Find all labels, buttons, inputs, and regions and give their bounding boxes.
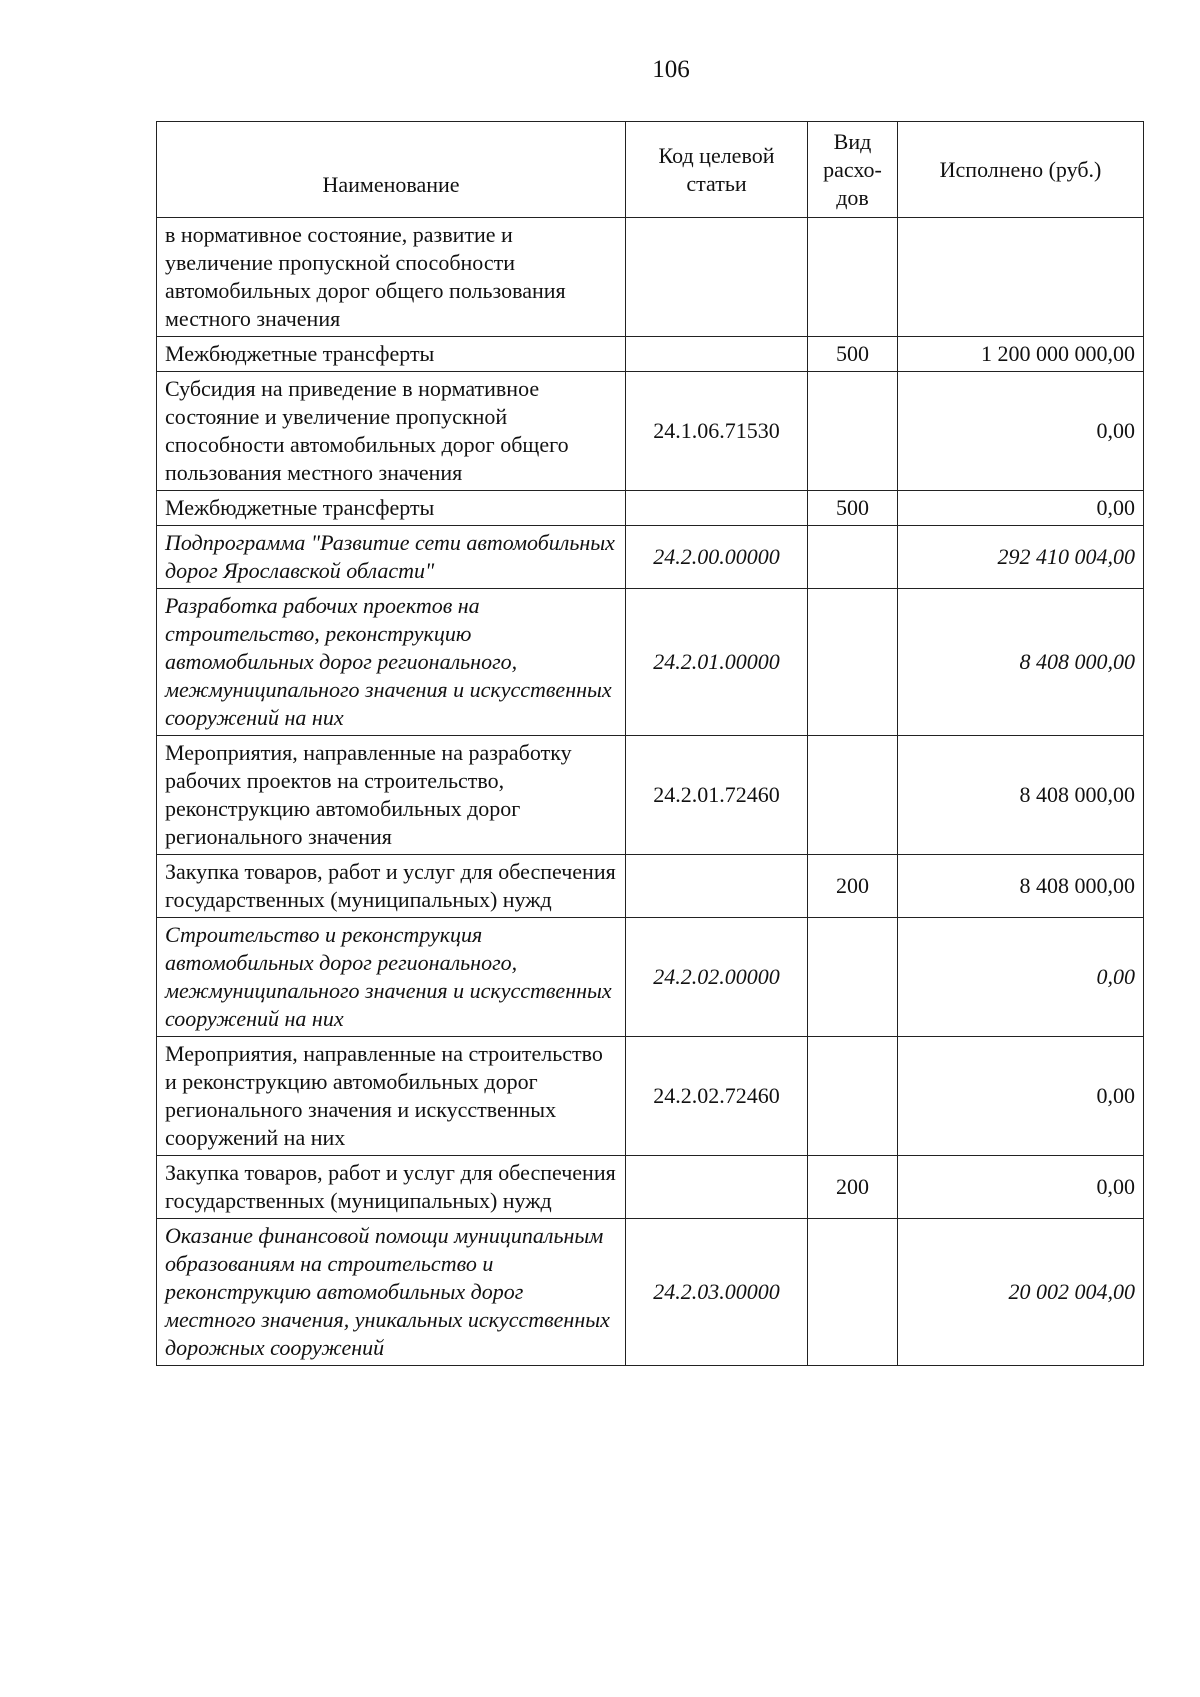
row-amount: 292 410 004,00 (898, 526, 1144, 589)
row-amount: 0,00 (898, 918, 1144, 1037)
row-code: 24.2.00.00000 (626, 526, 808, 589)
row-amount: 0,00 (898, 372, 1144, 491)
table-row (157, 1219, 1144, 1366)
row-name: Мероприятия, направленные на разработку рабочих проектов на строительство, реконструкцию автомобильных дорог регионального значения (157, 736, 626, 855)
row-amount: 0,00 (898, 1156, 1144, 1219)
row-name: Межбюджетные трансферты (157, 491, 626, 526)
table-row (157, 337, 1144, 372)
row-kind (808, 372, 898, 491)
row-kind: 200 (808, 855, 898, 918)
header-code: Код целевой статьи (626, 122, 808, 218)
row-name: Закупка товаров, работ и услуг для обеспечения государственных (муниципальных) нужд (157, 855, 626, 918)
row-amount: 8 408 000,00 (898, 589, 1144, 736)
row-amount: 8 408 000,00 (898, 736, 1144, 855)
row-kind (808, 918, 898, 1037)
row-name: Межбюджетные трансферты (157, 337, 626, 372)
page-number: 106 (652, 56, 690, 83)
row-kind (808, 1219, 898, 1366)
row-code: 24.2.02.00000 (626, 918, 808, 1037)
row-kind (808, 589, 898, 736)
row-code: 24.2.01.00000 (626, 589, 808, 736)
row-name: Мероприятия, направленные на строительство и реконструкцию автомобильных дорог регионального значения и искусственных сооружений на них (157, 1037, 626, 1156)
row-code (626, 218, 808, 337)
row-amount: 20 002 004,00 (898, 1219, 1144, 1366)
header-name: Наименование (157, 122, 626, 218)
row-code (626, 1156, 808, 1219)
row-code: 24.1.06.71530 (626, 372, 808, 491)
row-kind (808, 1037, 898, 1156)
row-name: Субсидия на приведение в нормативное состояние и увеличение пропускной способности автомобильных дорог общего пользования местного значения (157, 372, 626, 491)
row-name: Подпрограмма "Развитие сети автомобильных дорог Ярославской области" (157, 526, 626, 589)
table-row (157, 218, 1144, 337)
row-kind: 500 (808, 491, 898, 526)
table-row (157, 589, 1144, 736)
header-kind: Вид расхо-дов (808, 122, 898, 218)
table-header-row (157, 122, 1144, 218)
table-row (157, 372, 1144, 491)
row-code: 24.2.03.00000 (626, 1219, 808, 1366)
row-name: в нормативное состояние, развитие и увеличение пропускной способности автомобильных дорог общего пользования местного значения (157, 218, 626, 337)
row-kind: 500 (808, 337, 898, 372)
row-amount (898, 218, 1144, 337)
row-name: Закупка товаров, работ и услуг для обеспечения государственных (муниципальных) нужд (157, 1156, 626, 1219)
table-row (157, 491, 1144, 526)
row-amount: 0,00 (898, 1037, 1144, 1156)
row-code (626, 491, 808, 526)
row-kind (808, 736, 898, 855)
row-kind (808, 526, 898, 589)
row-code: 24.2.02.72460 (626, 1037, 808, 1156)
table-row (157, 526, 1144, 589)
row-name: Разработка рабочих проектов на строительство, реконструкцию автомобильных дорог регионального, межмуниципального значения и искусственных сооружений на них (157, 589, 626, 736)
row-code (626, 855, 808, 918)
row-name: Оказание финансовой помощи муниципальным образованиям на строительство и реконструкцию автомобильных дорог местного значения, уникальных искусственных дорожных сооружений (157, 1219, 626, 1366)
row-kind (808, 218, 898, 337)
table-row (157, 736, 1144, 855)
row-name: Строительство и реконструкция автомобильных дорог регионального, межмуниципального значения и искусственных сооружений на них (157, 918, 626, 1037)
table-row (157, 1156, 1144, 1219)
table-row (157, 855, 1144, 918)
table-row (157, 918, 1144, 1037)
row-amount: 0,00 (898, 491, 1144, 526)
row-code (626, 337, 808, 372)
header-amount: Исполнено (руб.) (898, 122, 1144, 218)
row-kind: 200 (808, 1156, 898, 1219)
row-amount: 8 408 000,00 (898, 855, 1144, 918)
row-amount: 1 200 000 000,00 (898, 337, 1144, 372)
table-row (157, 1037, 1144, 1156)
row-code: 24.2.01.72460 (626, 736, 808, 855)
budget-table (156, 121, 1144, 1366)
